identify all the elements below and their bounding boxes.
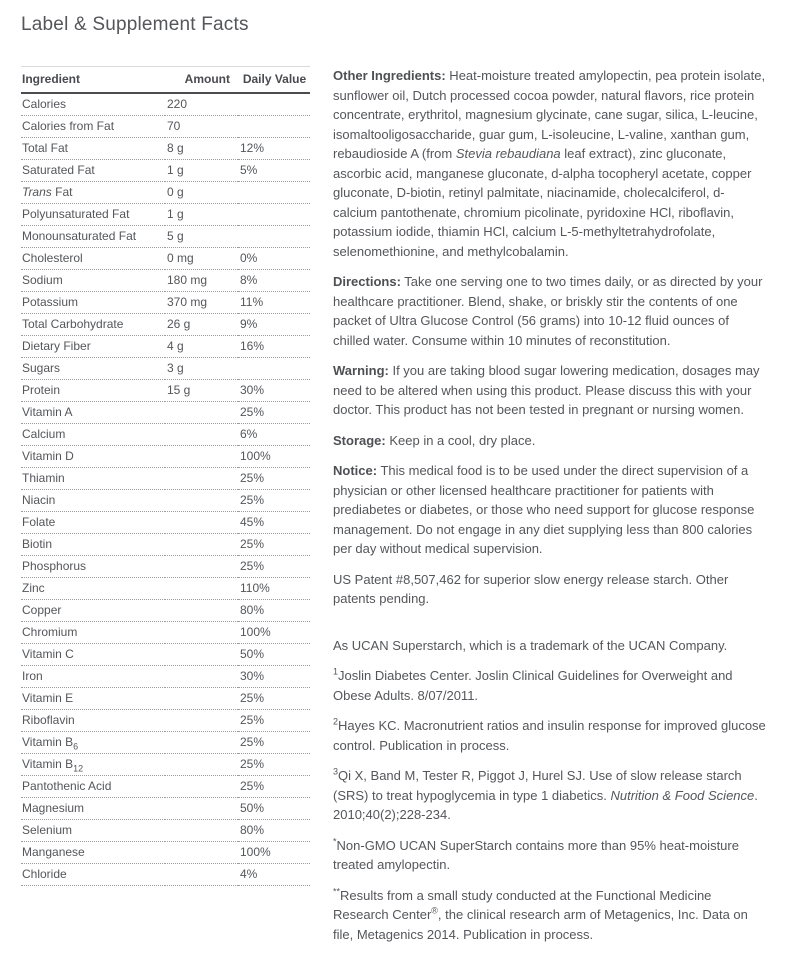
amount-cell [165, 424, 238, 446]
ingredient-cell: Polyunsaturated Fat [21, 204, 165, 226]
amount-cell [165, 622, 238, 644]
table-row [21, 534, 310, 556]
ingredient-cell: Folate [21, 512, 165, 534]
ingredient-cell: Protein [21, 380, 165, 402]
amount-cell: 370 mg [165, 292, 238, 314]
daily-value-cell: 25% [238, 468, 310, 490]
table-row [21, 754, 310, 776]
amount-cell: 5 g [165, 226, 238, 248]
facts-table-header [21, 67, 310, 94]
table-row [21, 710, 310, 732]
table-row [21, 776, 310, 798]
table-row [21, 666, 310, 688]
daily-value-cell [238, 204, 310, 226]
table-row [21, 204, 310, 226]
daily-value-cell: 100% [238, 446, 310, 468]
table-row [21, 578, 310, 600]
amount-cell [165, 578, 238, 600]
daily-value-cell: 80% [238, 820, 310, 842]
amount-cell: 0 mg [165, 248, 238, 270]
amount-cell [165, 754, 238, 776]
amount-cell [165, 842, 238, 864]
amount-cell: 1 g [165, 204, 238, 226]
info-paragraph: $^3$Qi X, Band M, Tester R, Piggot J, Hurel SJ. Use of slow release starch (SRS) to treat hypoglycemia in type 1 diabetics. Nutrition & Food Science. 2010;40(2);228-234. [333, 766, 758, 822]
daily-value-cell [238, 358, 310, 380]
info-paragraph: **Results from a small study conducted at the Functional Medicine Research Center®, the clinical research arm of Metagenics, Inc. Data on file, Metagenics 2014. Publication in process. [333, 886, 748, 942]
daily-value-cell: 25% [238, 402, 310, 424]
daily-value-cell [238, 116, 310, 138]
ingredient-cell: Iron [21, 666, 165, 688]
ingredient-cell: Potassium [21, 292, 165, 314]
table-row [21, 424, 310, 446]
amount-cell: 8 g [165, 138, 238, 160]
info-paragraph: US Patent #8,507,462 for superior slow energy release starch. Other patents pending. [333, 571, 729, 606]
info-paragraph: Other Ingredients: Heat-moisture treated amylopectin, pea protein isolate, sunflower oil, Dutch processed cocoa powder, natural flavors, rice protein concentrate, erythritol, magnesium glycinate, cane sugar, silica, L-leucine, isomaltooligosaccharide, guar gum, L-isoleucine, L-valine, xanthan gum, rebaudioside A (from Stevia rebaudiana leaf extract), zinc gluconate, ascorbic acid, manganese gluconate, d-alpha tocopheryl acetate, copper gluconate, D-biotin, retinyl palmitate, niacinamide, cholecalciferol, d-calcium pantothenate, chromium picolinate, pyridoxine HCl, riboflavin, potassium iodide, thiamin HCl, calcium L-5-methyltetrahydrofolate, selenomethionine, and methylcobalamin. [333, 68, 766, 259]
amount-cell [165, 402, 238, 424]
ingredient-cell: Chloride [21, 864, 165, 886]
daily-value-cell: 25% [238, 490, 310, 512]
amount-cell: 0 g [165, 182, 238, 204]
ingredient-cell: Chromium [21, 622, 165, 644]
table-row [21, 644, 310, 666]
info-paragraph: Storage: Keep in a cool, dry place. [333, 432, 536, 448]
table-row [21, 182, 310, 204]
daily-value-cell: 0% [238, 248, 310, 270]
ingredient-cell: Thiamin [21, 468, 165, 490]
ingredient-cell: Vitamin E [21, 688, 165, 710]
amount-cell: 180 mg [165, 270, 238, 292]
daily-value-cell: 110% [238, 578, 310, 600]
table-row [21, 820, 310, 842]
table-row [21, 468, 310, 490]
amount-cell: 1 g [165, 160, 238, 182]
daily-value-cell: 25% [238, 534, 310, 556]
amount-cell: 70 [165, 116, 238, 138]
ingredient-cell: Vitamin C [21, 644, 165, 666]
table-row [21, 446, 310, 468]
daily-value-cell: 16% [238, 336, 310, 358]
ingredient-cell: Phosphorus [21, 556, 165, 578]
page-title: Label & Supplement Facts [21, 14, 249, 35]
daily-value-cell: 25% [238, 776, 310, 798]
amount-cell [165, 776, 238, 798]
ingredient-cell: Zinc [21, 578, 165, 600]
ingredient-cell: Copper [21, 600, 165, 622]
table-row [21, 138, 310, 160]
table-row [21, 600, 310, 622]
amount-cell: 15 g [165, 380, 238, 402]
daily-value-cell [238, 182, 310, 204]
daily-value-cell: 8% [238, 270, 310, 292]
info-paragraph: Notice: This medical food is to be used under the direct supervision of a physician or other licensed healthcare practitioner for patients with prediabetes or diabetes, or those who need support for glucose response management. Do not engage in any diet supplying less than 800 calories per day without medical supervision. [333, 463, 755, 556]
daily-value-cell: 6% [238, 424, 310, 446]
header-daily-value: Daily Value [238, 67, 310, 94]
table-row [21, 93, 310, 116]
daily-value-cell: 12% [238, 138, 310, 160]
header-ingredient: Ingredient [21, 67, 165, 94]
ingredient-cell: Vitamin $B_6$ [21, 732, 165, 754]
amount-cell [165, 688, 238, 710]
ingredient-cell: Magnesium [21, 798, 165, 820]
amount-cell [165, 512, 238, 534]
info-column [333, 66, 766, 955]
daily-value-cell: 100% [238, 842, 310, 864]
info-paragraph: *Non-GMO UCAN SuperStarch contains more than 95% heat-moisture treated amylopectin. [333, 836, 739, 872]
table-row [21, 490, 310, 512]
page [0, 14, 786, 942]
daily-value-cell: 25% [238, 556, 310, 578]
info-paragraph: Warning: If you are taking blood sugar lowering medication, dosages may need to be altered when using this product. Please discuss this with your doctor. This product has not been tested in pregnant or nursing women. [333, 363, 760, 417]
table-row [21, 556, 310, 578]
amount-cell [165, 490, 238, 512]
table-row [21, 512, 310, 534]
daily-value-cell: 4% [238, 864, 310, 886]
table-row [21, 292, 310, 314]
ingredient-cell: Sodium [21, 270, 165, 292]
ingredient-cell: Vitamin A [21, 402, 165, 424]
amount-cell [165, 798, 238, 820]
table-row [21, 402, 310, 424]
ingredient-cell: Total Fat [21, 138, 165, 160]
daily-value-cell [238, 93, 310, 116]
header-row [21, 67, 310, 94]
daily-value-cell: 50% [238, 644, 310, 666]
table-row [21, 358, 310, 380]
daily-value-cell: 100% [238, 622, 310, 644]
ingredient-cell: Pantothenic Acid [21, 776, 165, 798]
ingredient-cell: Trans Fat [21, 182, 165, 204]
amount-cell [165, 534, 238, 556]
table-row [21, 270, 310, 292]
amount-cell: 220 [165, 93, 238, 116]
amount-cell [165, 710, 238, 732]
daily-value-cell: 80% [238, 600, 310, 622]
daily-value-cell: 25% [238, 732, 310, 754]
table-row [21, 160, 310, 182]
daily-value-cell: 30% [238, 666, 310, 688]
table-row [21, 622, 310, 644]
daily-value-cell [238, 226, 310, 248]
daily-value-cell: 5% [238, 160, 310, 182]
amount-cell [165, 446, 238, 468]
ingredient-cell: Cholesterol [21, 248, 165, 270]
info-paragraph: $^2$Hayes KC. Macronutrient ratios and insulin response for improved glucose control. Publication in process. [333, 716, 766, 753]
ingredient-cell: Dietary Fiber [21, 336, 165, 358]
daily-value-cell: 30% [238, 380, 310, 402]
header-amount: Amount [165, 67, 238, 94]
table-row [21, 116, 310, 138]
amount-cell: 26 g [165, 314, 238, 336]
table-row [21, 336, 310, 358]
info-paragraph: As UCAN Superstarch, which is a trademark of the UCAN Company. [333, 637, 728, 653]
daily-value-cell: 9% [238, 314, 310, 336]
ingredient-cell: Niacin [21, 490, 165, 512]
amount-cell [165, 600, 238, 622]
ingredient-cell: Monounsaturated Fat [21, 226, 165, 248]
supplement-facts-table [21, 66, 310, 886]
ingredient-cell: Calories [21, 93, 165, 116]
amount-cell [165, 644, 238, 666]
daily-value-cell: 45% [238, 512, 310, 534]
ingredient-cell: Manganese [21, 842, 165, 864]
ingredient-cell: Total Carbohydrate [21, 314, 165, 336]
amount-cell [165, 732, 238, 754]
table-row [21, 380, 310, 402]
daily-value-cell: 50% [238, 798, 310, 820]
ingredient-cell: Biotin [21, 534, 165, 556]
daily-value-cell: 25% [238, 688, 310, 710]
daily-value-cell: 11% [238, 292, 310, 314]
table-row [21, 798, 310, 820]
amount-cell [165, 468, 238, 490]
daily-value-cell: 25% [238, 710, 310, 732]
ingredient-cell: Sugars [21, 358, 165, 380]
table-row [21, 864, 310, 886]
daily-value-cell: 25% [238, 754, 310, 776]
table-row [21, 842, 310, 864]
info-paragraph: $^1$Joslin Diabetes Center. Joslin Clinical Guidelines for Overweight and Obese Adults. 8/07/2011. [333, 666, 733, 703]
table-row [21, 226, 310, 248]
ingredient-cell: Calcium [21, 424, 165, 446]
ingredient-cell: Riboflavin [21, 710, 165, 732]
ingredient-cell: Vitamin $B_{12}$ [21, 754, 165, 776]
ingredient-cell: Selenium [21, 820, 165, 842]
table-row [21, 732, 310, 754]
facts-table-body [21, 93, 310, 886]
amount-cell [165, 556, 238, 578]
ingredient-cell: Calories from Fat [21, 116, 165, 138]
ingredient-cell: Saturated Fat [21, 160, 165, 182]
amount-cell [165, 864, 238, 886]
amount-cell: 4 g [165, 336, 238, 358]
ingredient-cell: Vitamin D [21, 446, 165, 468]
info-paragraph: Directions: Take one serving one to two times daily, or as directed by your healthcare practitioner. Blend, shake, or briskly stir the contents of one packet of Ultra Glucose Control (56 grams) into 10-12 fluid ounces of chilled water. Consume within 10 minutes of reconstitution. [333, 274, 763, 348]
content-area [0, 66, 786, 955]
table-row [21, 688, 310, 710]
table-row [21, 314, 310, 336]
amount-cell: 3 g [165, 358, 238, 380]
table-row [21, 248, 310, 270]
amount-cell [165, 820, 238, 842]
amount-cell [165, 666, 238, 688]
